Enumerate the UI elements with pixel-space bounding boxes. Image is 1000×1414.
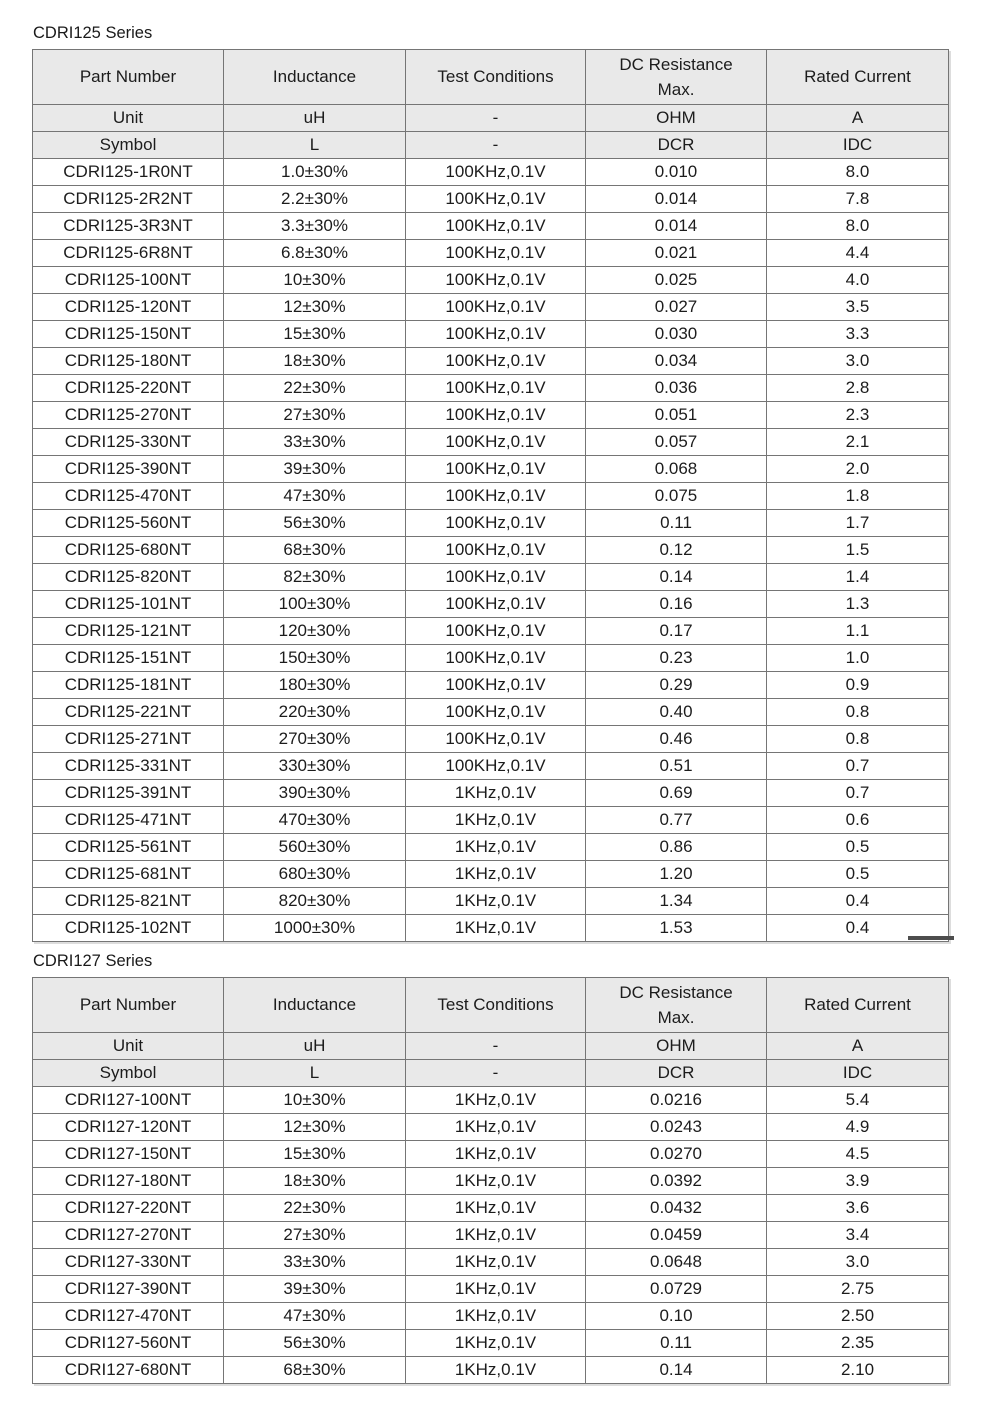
part-number-cell: CDRI127-180NT	[33, 1168, 224, 1195]
rated-current-cell: 4.5	[767, 1141, 949, 1168]
table-row	[33, 1195, 949, 1222]
rated-current-cell: 3.0	[767, 348, 949, 375]
test-conditions-cell: 1KHz,0.1V	[406, 807, 586, 834]
rated-current-cell: 3.6	[767, 1195, 949, 1222]
symbol-rated-current: IDC	[767, 1060, 949, 1087]
unit-rated-current: A	[767, 1033, 949, 1060]
inductance-cell: 56±30%	[224, 510, 406, 537]
inductance-cell: 3.3±30%	[224, 213, 406, 240]
rated-current-cell: 0.9	[767, 672, 949, 699]
table-header	[33, 50, 949, 105]
inductance-cell: 560±30%	[224, 834, 406, 861]
table-row	[33, 348, 949, 375]
test-conditions-cell: 100KHz,0.1V	[406, 321, 586, 348]
cdri127-table-body	[33, 1087, 949, 1384]
dc-resistance-cell: 0.14	[586, 564, 767, 591]
part-number-cell: CDRI125-1R0NT	[33, 159, 224, 186]
rated-current-cell: 0.5	[767, 861, 949, 888]
inductance-cell: 470±30%	[224, 807, 406, 834]
rated-current-cell: 1.4	[767, 564, 949, 591]
test-conditions-cell: 1KHz,0.1V	[406, 1168, 586, 1195]
table-row	[33, 564, 949, 591]
table-row	[33, 1222, 949, 1249]
col-header-inductance: Inductance	[224, 50, 406, 105]
table-row	[33, 483, 949, 510]
table-row	[33, 1357, 949, 1384]
symbol-test-conditions: -	[406, 132, 586, 159]
inductance-cell: 12±30%	[224, 294, 406, 321]
dc-resistance-cell: 1.20	[586, 861, 767, 888]
rated-current-cell: 2.75	[767, 1276, 949, 1303]
dc-resistance-cell: 0.23	[586, 645, 767, 672]
dc-resistance-cell: 0.075	[586, 483, 767, 510]
symbol-inductance: L	[224, 1060, 406, 1087]
table-row	[33, 402, 949, 429]
table-row	[33, 510, 949, 537]
header-row	[33, 978, 949, 1033]
test-conditions-cell: 100KHz,0.1V	[406, 186, 586, 213]
inductance-cell: 18±30%	[224, 1168, 406, 1195]
test-conditions-cell: 1KHz,0.1V	[406, 780, 586, 807]
dc-resistance-cell: 0.17	[586, 618, 767, 645]
col-header-test-conditions: Test Conditions	[406, 978, 586, 1033]
inductance-cell: 220±30%	[224, 699, 406, 726]
cdri127-spec-table	[32, 977, 949, 1384]
test-conditions-cell: 1KHz,0.1V	[406, 1249, 586, 1276]
part-number-cell: CDRI127-330NT	[33, 1249, 224, 1276]
table-row	[33, 1276, 949, 1303]
test-conditions-cell: 100KHz,0.1V	[406, 699, 586, 726]
inductance-cell: 27±30%	[224, 1222, 406, 1249]
dc-resistance-cell: 1.53	[586, 915, 767, 942]
rated-current-cell: 1.3	[767, 591, 949, 618]
symbol-inductance: L	[224, 132, 406, 159]
part-number-cell: CDRI127-120NT	[33, 1114, 224, 1141]
dc-resistance-cell: 0.77	[586, 807, 767, 834]
scan-artifact	[908, 936, 954, 940]
rated-current-cell: 5.4	[767, 1087, 949, 1114]
part-number-cell: CDRI125-391NT	[33, 780, 224, 807]
inductance-cell: 2.2±30%	[224, 186, 406, 213]
dc-resistance-cell: 0.0648	[586, 1249, 767, 1276]
unit-row-label: Unit	[33, 1033, 224, 1060]
unit-dc-resistance: OHM	[586, 1033, 767, 1060]
inductance-cell: 820±30%	[224, 888, 406, 915]
dc-resistance-cell: 0.034	[586, 348, 767, 375]
inductance-cell: 15±30%	[224, 1141, 406, 1168]
dc-resistance-cell: 0.068	[586, 456, 767, 483]
inductance-cell: 15±30%	[224, 321, 406, 348]
rated-current-cell: 0.8	[767, 699, 949, 726]
test-conditions-cell: 100KHz,0.1V	[406, 645, 586, 672]
inductance-cell: 33±30%	[224, 1249, 406, 1276]
inductance-cell: 22±30%	[224, 1195, 406, 1222]
symbol-rated-current: IDC	[767, 132, 949, 159]
dc-resistance-cell: 0.010	[586, 159, 767, 186]
rated-current-cell: 8.0	[767, 213, 949, 240]
dc-resistance-cell: 0.51	[586, 753, 767, 780]
table-row	[33, 888, 949, 915]
col-header-dc-resistance	[586, 50, 767, 105]
cdri125-table-body	[33, 159, 949, 942]
dc-resistance-cell: 0.051	[586, 402, 767, 429]
unit-row-label: Unit	[33, 105, 224, 132]
dc-resistance-label: DC Resistance	[619, 55, 733, 74]
rated-current-cell: 3.9	[767, 1168, 949, 1195]
dc-resistance-cell: 0.69	[586, 780, 767, 807]
col-header-dc-resistance	[586, 978, 767, 1033]
inductance-cell: 22±30%	[224, 375, 406, 402]
table-row	[33, 240, 949, 267]
unit-inductance: uH	[224, 1033, 406, 1060]
dc-resistance-cell: 0.0729	[586, 1276, 767, 1303]
table-row	[33, 1303, 949, 1330]
dc-resistance-cell: 1.34	[586, 888, 767, 915]
col-header-rated-current: Rated Current	[767, 978, 949, 1033]
dc-resistance-cell: 0.11	[586, 1330, 767, 1357]
rated-current-cell: 3.0	[767, 1249, 949, 1276]
test-conditions-cell: 100KHz,0.1V	[406, 348, 586, 375]
table-row	[33, 645, 949, 672]
test-conditions-cell: 1KHz,0.1V	[406, 1114, 586, 1141]
inductance-cell: 47±30%	[224, 1303, 406, 1330]
test-conditions-cell: 1KHz,0.1V	[406, 861, 586, 888]
table-row	[33, 1330, 949, 1357]
rated-current-cell: 1.5	[767, 537, 949, 564]
inductance-cell: 6.8±30%	[224, 240, 406, 267]
dc-resistance-cell: 0.027	[586, 294, 767, 321]
inductance-cell: 27±30%	[224, 402, 406, 429]
table-row	[33, 429, 949, 456]
dc-resistance-cell: 0.036	[586, 375, 767, 402]
dc-resistance-cell: 0.057	[586, 429, 767, 456]
table-row	[33, 591, 949, 618]
inductance-cell: 82±30%	[224, 564, 406, 591]
part-number-cell: CDRI125-100NT	[33, 267, 224, 294]
table-row	[33, 807, 949, 834]
dc-resistance-cell: 0.014	[586, 186, 767, 213]
unit-dc-resistance: OHM	[586, 105, 767, 132]
dc-resistance-cell: 0.40	[586, 699, 767, 726]
part-number-cell: CDRI125-561NT	[33, 834, 224, 861]
test-conditions-cell: 100KHz,0.1V	[406, 429, 586, 456]
table-row	[33, 726, 949, 753]
symbol-row-label: Symbol	[33, 1060, 224, 1087]
test-conditions-cell: 100KHz,0.1V	[406, 510, 586, 537]
series-title-cdri125: CDRI125 Series	[33, 24, 153, 42]
table-row	[33, 456, 949, 483]
col-header-part-number: Part Number	[33, 978, 224, 1033]
part-number-cell: CDRI125-6R8NT	[33, 240, 224, 267]
dc-resistance-cell: 0.0392	[586, 1168, 767, 1195]
part-number-cell: CDRI125-151NT	[33, 645, 224, 672]
part-number-cell: CDRI125-470NT	[33, 483, 224, 510]
table-row	[33, 1249, 949, 1276]
rated-current-cell: 0.5	[767, 834, 949, 861]
test-conditions-cell: 100KHz,0.1V	[406, 564, 586, 591]
symbol-row	[33, 1060, 949, 1087]
rated-current-cell: 2.50	[767, 1303, 949, 1330]
dc-resistance-label: DC Resistance	[619, 983, 733, 1002]
part-number-cell: CDRI125-220NT	[33, 375, 224, 402]
table-row	[33, 1168, 949, 1195]
inductance-cell: 390±30%	[224, 780, 406, 807]
rated-current-cell: 2.10	[767, 1357, 949, 1384]
unit-row	[33, 105, 949, 132]
test-conditions-cell: 100KHz,0.1V	[406, 375, 586, 402]
dc-resistance-cell: 0.0243	[586, 1114, 767, 1141]
test-conditions-cell: 100KHz,0.1V	[406, 672, 586, 699]
part-number-cell: CDRI127-270NT	[33, 1222, 224, 1249]
rated-current-cell: 0.7	[767, 753, 949, 780]
rated-current-cell: 1.0	[767, 645, 949, 672]
test-conditions-cell: 1KHz,0.1V	[406, 1276, 586, 1303]
rated-current-cell: 0.6	[767, 807, 949, 834]
rated-current-cell: 1.8	[767, 483, 949, 510]
table-row	[33, 780, 949, 807]
col-header-inductance: Inductance	[224, 978, 406, 1033]
table-header	[33, 978, 949, 1033]
dc-resistance-cell: 0.14	[586, 1357, 767, 1384]
unit-test-conditions: -	[406, 105, 586, 132]
table-row	[33, 294, 949, 321]
rated-current-cell: 2.35	[767, 1330, 949, 1357]
test-conditions-cell: 100KHz,0.1V	[406, 483, 586, 510]
dc-resistance-cell: 0.025	[586, 267, 767, 294]
part-number-cell: CDRI125-270NT	[33, 402, 224, 429]
part-number-cell: CDRI125-330NT	[33, 429, 224, 456]
test-conditions-cell: 100KHz,0.1V	[406, 618, 586, 645]
rated-current-cell: 3.5	[767, 294, 949, 321]
inductance-cell: 100±30%	[224, 591, 406, 618]
inductance-cell: 330±30%	[224, 753, 406, 780]
part-number-cell: CDRI125-3R3NT	[33, 213, 224, 240]
inductance-cell: 10±30%	[224, 1087, 406, 1114]
table-row	[33, 699, 949, 726]
test-conditions-cell: 100KHz,0.1V	[406, 591, 586, 618]
dc-resistance-cell: 0.29	[586, 672, 767, 699]
test-conditions-cell: 1KHz,0.1V	[406, 888, 586, 915]
table-row	[33, 321, 949, 348]
test-conditions-cell: 100KHz,0.1V	[406, 726, 586, 753]
test-conditions-cell: 100KHz,0.1V	[406, 294, 586, 321]
part-number-cell: CDRI125-821NT	[33, 888, 224, 915]
part-number-cell: CDRI127-680NT	[33, 1357, 224, 1384]
test-conditions-cell: 1KHz,0.1V	[406, 1330, 586, 1357]
part-number-cell: CDRI125-390NT	[33, 456, 224, 483]
part-number-cell: CDRI125-101NT	[33, 591, 224, 618]
table-row	[33, 537, 949, 564]
inductance-cell: 1.0±30%	[224, 159, 406, 186]
symbol-dc-resistance: DCR	[586, 132, 767, 159]
table-row	[33, 618, 949, 645]
rated-current-cell: 2.0	[767, 456, 949, 483]
dc-resistance-cell: 0.46	[586, 726, 767, 753]
cdri125-spec-table	[32, 49, 949, 942]
symbol-row-label: Symbol	[33, 132, 224, 159]
col-header-part-number: Part Number	[33, 50, 224, 105]
test-conditions-cell: 1KHz,0.1V	[406, 1222, 586, 1249]
inductance-cell: 150±30%	[224, 645, 406, 672]
test-conditions-cell: 1KHz,0.1V	[406, 915, 586, 942]
table-row	[33, 186, 949, 213]
inductance-cell: 47±30%	[224, 483, 406, 510]
symbol-test-conditions: -	[406, 1060, 586, 1087]
test-conditions-cell: 100KHz,0.1V	[406, 159, 586, 186]
unit-rated-current: A	[767, 105, 949, 132]
table-row	[33, 861, 949, 888]
part-number-cell: CDRI127-470NT	[33, 1303, 224, 1330]
symbol-dc-resistance: DCR	[586, 1060, 767, 1087]
table-row	[33, 1114, 949, 1141]
test-conditions-cell: 1KHz,0.1V	[406, 1195, 586, 1222]
inductance-cell: 270±30%	[224, 726, 406, 753]
part-number-cell: CDRI127-390NT	[33, 1276, 224, 1303]
dc-resistance-cell: 0.0432	[586, 1195, 767, 1222]
dc-resistance-cell: 0.16	[586, 591, 767, 618]
test-conditions-cell: 1KHz,0.1V	[406, 834, 586, 861]
part-number-cell: CDRI125-271NT	[33, 726, 224, 753]
test-conditions-cell: 100KHz,0.1V	[406, 456, 586, 483]
part-number-cell: CDRI125-150NT	[33, 321, 224, 348]
rated-current-cell: 0.8	[767, 726, 949, 753]
unit-test-conditions: -	[406, 1033, 586, 1060]
inductance-cell: 39±30%	[224, 1276, 406, 1303]
dc-resistance-cell: 0.021	[586, 240, 767, 267]
inductance-cell: 12±30%	[224, 1114, 406, 1141]
rated-current-cell: 2.3	[767, 402, 949, 429]
part-number-cell: CDRI127-220NT	[33, 1195, 224, 1222]
test-conditions-cell: 1KHz,0.1V	[406, 1087, 586, 1114]
test-conditions-cell: 1KHz,0.1V	[406, 1303, 586, 1330]
inductance-cell: 120±30%	[224, 618, 406, 645]
rated-current-cell: 4.0	[767, 267, 949, 294]
part-number-cell: CDRI125-680NT	[33, 537, 224, 564]
rated-current-cell: 8.0	[767, 159, 949, 186]
rated-current-cell: 2.8	[767, 375, 949, 402]
test-conditions-cell: 100KHz,0.1V	[406, 753, 586, 780]
part-number-cell: CDRI127-100NT	[33, 1087, 224, 1114]
table-row	[33, 267, 949, 294]
dc-resistance-cell: 0.014	[586, 213, 767, 240]
col-header-test-conditions: Test Conditions	[406, 50, 586, 105]
rated-current-cell: 0.4	[767, 888, 949, 915]
test-conditions-cell: 1KHz,0.1V	[406, 1357, 586, 1384]
part-number-cell: CDRI125-331NT	[33, 753, 224, 780]
part-number-cell: CDRI127-150NT	[33, 1141, 224, 1168]
test-conditions-cell: 100KHz,0.1V	[406, 537, 586, 564]
header-row	[33, 50, 949, 105]
inductance-cell: 180±30%	[224, 672, 406, 699]
part-number-cell: CDRI125-120NT	[33, 294, 224, 321]
unit-inductance: uH	[224, 105, 406, 132]
table-row	[33, 834, 949, 861]
test-conditions-cell: 100KHz,0.1V	[406, 240, 586, 267]
part-number-cell: CDRI125-681NT	[33, 861, 224, 888]
unit-row	[33, 1033, 949, 1060]
table-row	[33, 915, 949, 942]
test-conditions-cell: 100KHz,0.1V	[406, 267, 586, 294]
symbol-row	[33, 132, 949, 159]
inductance-cell: 18±30%	[224, 348, 406, 375]
part-number-cell: CDRI125-820NT	[33, 564, 224, 591]
part-number-cell: CDRI125-221NT	[33, 699, 224, 726]
dc-resistance-cell: 0.10	[586, 1303, 767, 1330]
table-row	[33, 159, 949, 186]
rated-current-cell: 3.4	[767, 1222, 949, 1249]
table-row	[33, 213, 949, 240]
rated-current-cell: 0.7	[767, 780, 949, 807]
table-row	[33, 672, 949, 699]
rated-current-cell: 2.1	[767, 429, 949, 456]
inductance-cell: 33±30%	[224, 429, 406, 456]
inductance-cell: 68±30%	[224, 537, 406, 564]
dc-resistance-cell: 0.86	[586, 834, 767, 861]
test-conditions-cell: 100KHz,0.1V	[406, 213, 586, 240]
rated-current-cell: 4.9	[767, 1114, 949, 1141]
test-conditions-cell: 100KHz,0.1V	[406, 402, 586, 429]
rated-current-cell: 3.3	[767, 321, 949, 348]
dc-resistance-cell: 0.0459	[586, 1222, 767, 1249]
table-row	[33, 753, 949, 780]
part-number-cell: CDRI125-180NT	[33, 348, 224, 375]
dc-resistance-max-label: Max.	[657, 1008, 695, 1027]
inductance-cell: 1000±30%	[224, 915, 406, 942]
dc-resistance-cell: 0.0216	[586, 1087, 767, 1114]
dc-resistance-cell: 0.11	[586, 510, 767, 537]
part-number-cell: CDRI125-121NT	[33, 618, 224, 645]
part-number-cell: CDRI125-181NT	[33, 672, 224, 699]
test-conditions-cell: 1KHz,0.1V	[406, 1141, 586, 1168]
rated-current-cell: 7.8	[767, 186, 949, 213]
dc-resistance-cell: 0.030	[586, 321, 767, 348]
part-number-cell: CDRI125-560NT	[33, 510, 224, 537]
inductance-cell: 39±30%	[224, 456, 406, 483]
rated-current-cell: 1.7	[767, 510, 949, 537]
col-header-rated-current: Rated Current	[767, 50, 949, 105]
rated-current-cell: 4.4	[767, 240, 949, 267]
inductance-cell: 680±30%	[224, 861, 406, 888]
part-number-cell: CDRI125-102NT	[33, 915, 224, 942]
rated-current-cell: 0.4	[767, 915, 949, 942]
dc-resistance-cell: 0.12	[586, 537, 767, 564]
table-row	[33, 1087, 949, 1114]
table-row	[33, 1141, 949, 1168]
part-number-cell: CDRI127-560NT	[33, 1330, 224, 1357]
dc-resistance-cell: 0.0270	[586, 1141, 767, 1168]
series-title-cdri127: CDRI127 Series	[33, 952, 153, 970]
part-number-cell: CDRI125-471NT	[33, 807, 224, 834]
part-number-cell: CDRI125-2R2NT	[33, 186, 224, 213]
table-row	[33, 375, 949, 402]
dc-resistance-max-label: Max.	[657, 80, 695, 99]
rated-current-cell: 1.1	[767, 618, 949, 645]
inductance-cell: 68±30%	[224, 1357, 406, 1384]
inductance-cell: 56±30%	[224, 1330, 406, 1357]
inductance-cell: 10±30%	[224, 267, 406, 294]
